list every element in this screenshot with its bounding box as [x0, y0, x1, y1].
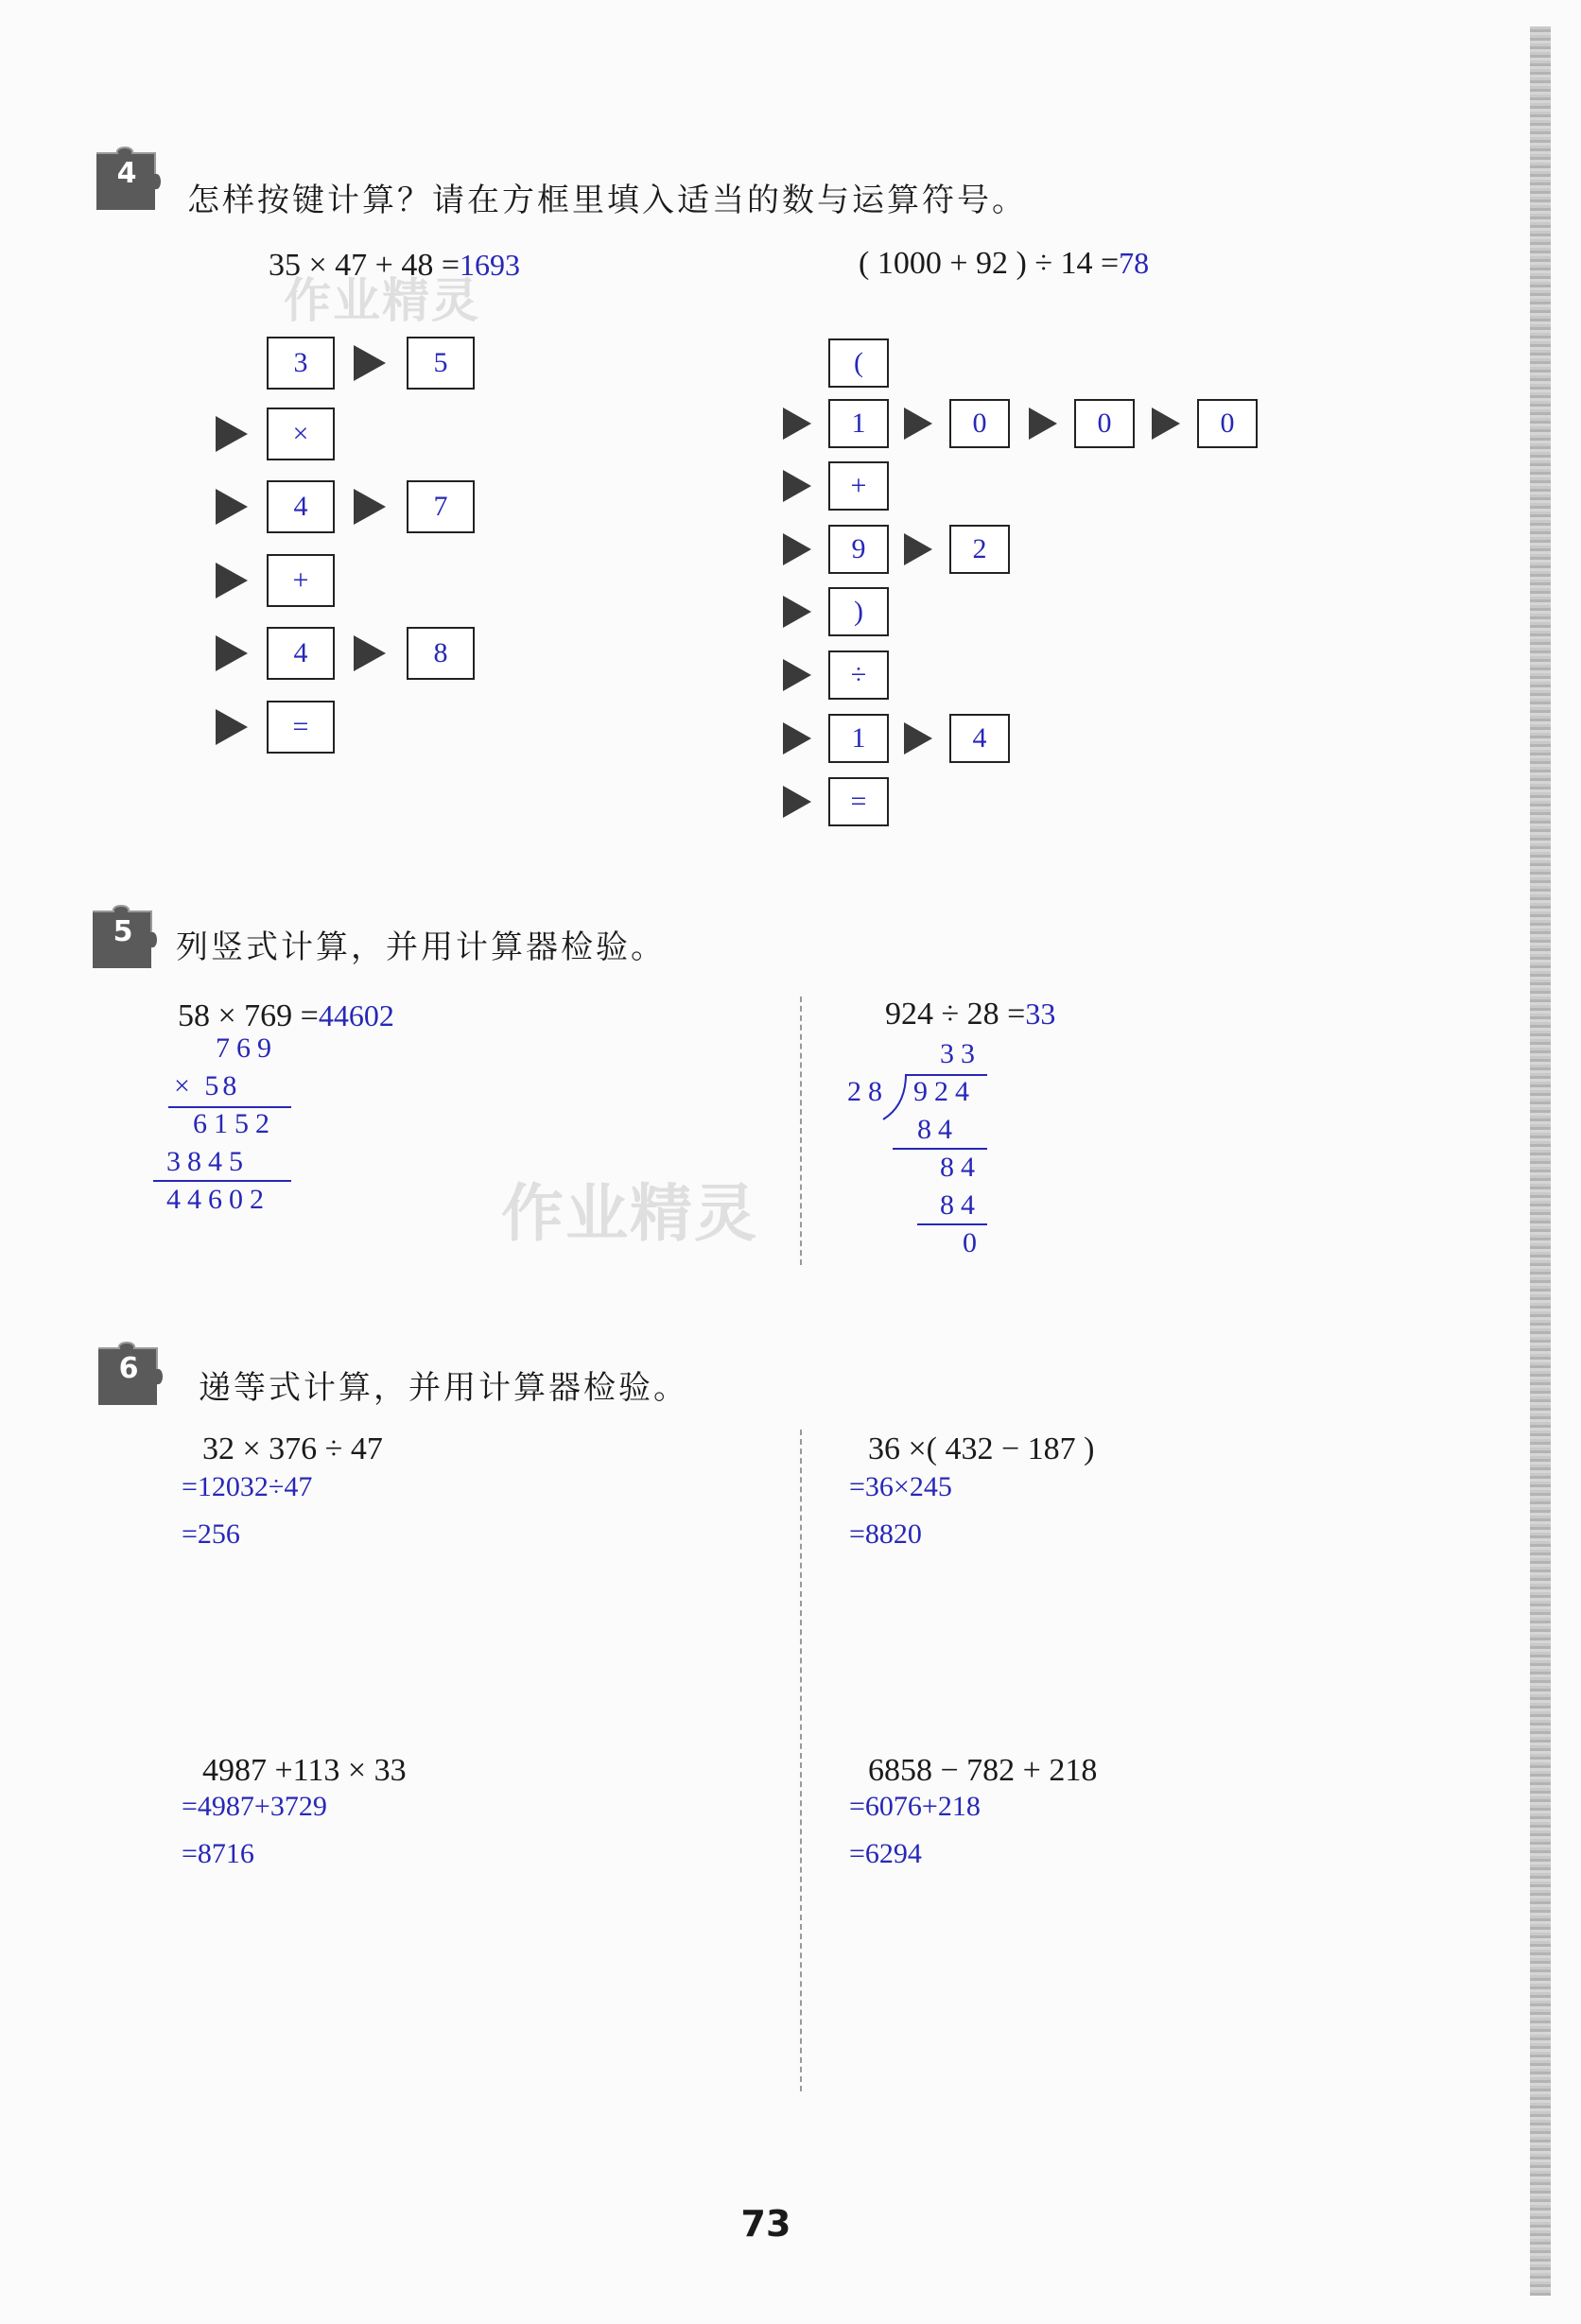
key-box[interactable]: + [267, 554, 335, 607]
quotient: 33 [940, 1038, 982, 1069]
divider-line [917, 1223, 987, 1225]
problem-expression: 6858 − 782 + 218 [868, 1753, 1098, 1788]
problem-expression: 32 × 376 ÷ 47 [202, 1431, 383, 1466]
key-box[interactable]: 0 [1197, 399, 1258, 448]
expression-answer: 78 [1119, 246, 1150, 280]
key-box[interactable]: = [267, 701, 335, 754]
arrow-icon [216, 489, 248, 525]
problem-step: =8716 [182, 1838, 254, 1869]
page-edge [1530, 26, 1551, 2296]
work-row: × 58 [174, 1070, 241, 1101]
expression-answer: 1693 [460, 248, 521, 282]
column-divider [800, 997, 802, 1265]
question-4-title: 怎样按键计算？请在方框里填入适当的数与运算符号。 [187, 182, 1027, 219]
key-box[interactable]: 2 [949, 525, 1010, 574]
expression-text: 35 × 47 + 48 = [269, 248, 460, 283]
key-box[interactable]: 1 [828, 399, 889, 448]
key-box[interactable]: 4 [949, 714, 1010, 763]
page-number: 73 [740, 2203, 791, 2245]
column-divider [800, 1430, 802, 2091]
arrow-icon [1029, 408, 1057, 440]
arrow-icon [904, 408, 932, 440]
work-row: 84 [940, 1152, 982, 1183]
key-box[interactable]: 8 [407, 627, 475, 680]
arrow-icon [354, 345, 386, 381]
arrow-icon [783, 470, 811, 502]
problem-step: =6294 [849, 1838, 922, 1869]
problem-step: =256 [182, 1518, 240, 1550]
watermark: 作业精灵 [501, 1177, 758, 1250]
arrow-icon [783, 786, 811, 818]
arrow-icon [783, 408, 811, 440]
work-row: 84 [940, 1189, 982, 1221]
arrow-icon [354, 489, 386, 525]
work-row: 84 [917, 1114, 959, 1145]
question-6-title: 递等式计算，并用计算器检验。 [199, 1369, 688, 1407]
expression-answer: 44602 [318, 998, 394, 1032]
arrow-icon [904, 533, 932, 565]
problem-step: =4987+3729 [182, 1791, 327, 1822]
arrow-icon [904, 722, 932, 754]
expression-text: 58 × 769 = [178, 998, 319, 1033]
arrow-icon [783, 533, 811, 565]
arrow-icon [783, 596, 811, 628]
watermark: 作业精灵 [284, 273, 480, 328]
key-box[interactable]: + [828, 461, 889, 511]
expression-answer: 33 [1025, 997, 1056, 1031]
key-box[interactable]: ÷ [828, 650, 889, 700]
arrow-icon [216, 709, 248, 745]
arrow-icon [1152, 408, 1180, 440]
key-box[interactable]: ( [828, 338, 889, 388]
work-row: 769 [216, 1032, 278, 1064]
key-box[interactable]: = [828, 777, 889, 826]
arrow-icon [216, 635, 248, 671]
key-box[interactable]: 1 [828, 714, 889, 763]
work-row: 6152 [193, 1108, 276, 1139]
key-box[interactable]: 7 [407, 480, 475, 533]
arrow-icon [354, 635, 386, 671]
problem-expression: 36 ×( 432 − 187 ) [868, 1431, 1095, 1466]
problem-step: =12032÷47 [182, 1471, 313, 1502]
arrow-icon [216, 563, 248, 598]
question-number: 5 [113, 915, 133, 948]
arrow-icon [216, 416, 248, 452]
q4-right-expression [859, 246, 1149, 282]
arrow-icon [783, 659, 811, 691]
question-6-badge [91, 1337, 166, 1413]
question-number: 6 [118, 1352, 139, 1385]
problem-step: =8820 [849, 1518, 922, 1550]
divisor: 28 [847, 1076, 889, 1107]
expression-text: 924 ÷ 28 = [885, 997, 1026, 1032]
question-5-badge [85, 900, 161, 976]
arrow-icon [783, 722, 811, 754]
question-5-title: 列竖式计算，并用计算器检验。 [176, 928, 666, 966]
divider-line [153, 1180, 291, 1182]
problem-expression: 4987 +113 × 33 [202, 1753, 407, 1788]
expression-text: ( 1000 + 92 ) ÷ 14 = [859, 246, 1120, 281]
key-box[interactable]: 9 [828, 525, 889, 574]
work-row: 0 [963, 1227, 983, 1258]
problem-step: =36×245 [849, 1471, 952, 1502]
work-row: 3845 [166, 1146, 250, 1177]
key-box[interactable]: 5 [407, 337, 475, 390]
q5-right-expression [885, 997, 1055, 1032]
question-4-badge [89, 142, 165, 217]
key-box[interactable]: 0 [1074, 399, 1135, 448]
key-box[interactable]: 4 [267, 480, 335, 533]
key-box[interactable]: 3 [267, 337, 335, 390]
question-number: 4 [116, 157, 137, 190]
divider-line [893, 1148, 987, 1150]
problem-step: =6076+218 [849, 1791, 981, 1822]
key-box[interactable]: × [267, 408, 335, 460]
key-box[interactable]: 4 [267, 627, 335, 680]
work-row: 44602 [166, 1184, 270, 1215]
key-box[interactable]: 0 [949, 399, 1010, 448]
key-box[interactable]: ) [828, 587, 889, 636]
dividend: 924 [913, 1076, 976, 1107]
q5-left-expression [178, 998, 394, 1034]
